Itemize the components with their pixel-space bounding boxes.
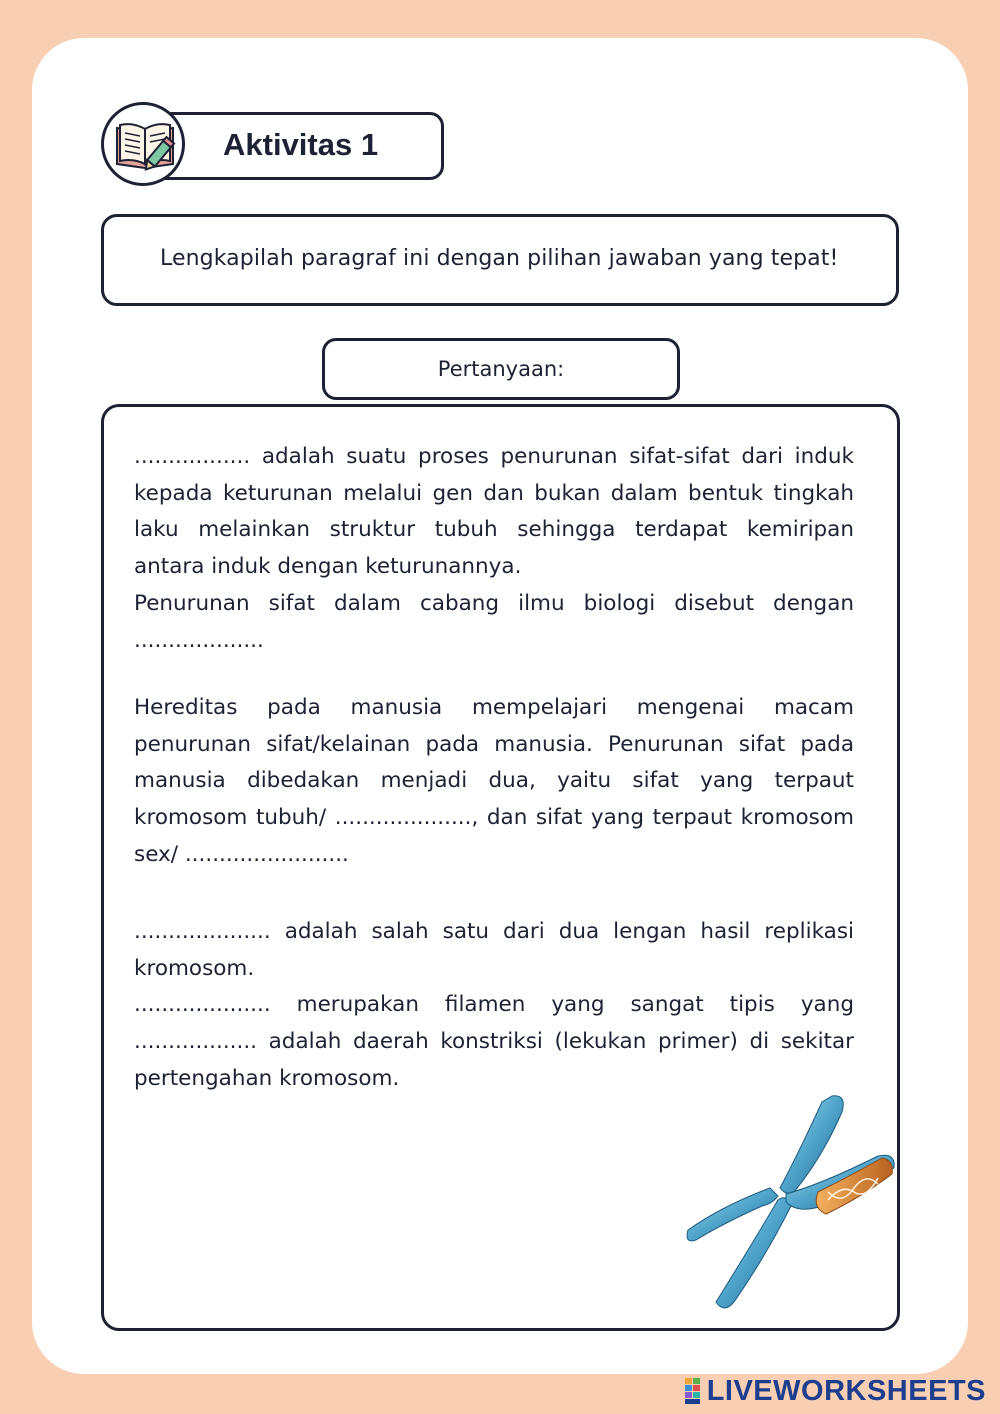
activity-title-box [150,112,444,180]
page-title: Aktivitas 1 [223,127,379,162]
instruction-box [101,214,899,306]
liveworksheets-logo-icon [685,1378,701,1404]
brand-name: LIVEWORKSHEETS [706,1374,986,1407]
paragraph-human-heredity: Hereditas pada manusia mempelajari mengenai macam penurunan sifat/kelainan pada manusia. Penurunan sifat pada manusia dibedakan menjadi dua, yaitu sifat yang terpaut kromosom tubuh/ ...................., dan sifat yang terpaut kromosom sex/ ........................ [134,695,854,867]
chromosome-illustration [682,1088,902,1316]
liveworksheets-brand [685,1374,986,1408]
activity-icon-badge [101,102,185,186]
instruction-text: Lengkapilah paragraf ini dengan pilihan jawaban yang tepat! [160,246,839,271]
paragraph-heredity-definition: ................. adalah suatu proses penurunan sifat-sifat dari induk kepada keturunan melalui gen dan bukan dalam bentuk tingkah laku melainkan struktur tubuh sehingga terdapat kemiripan antara induk dengan keturunannya. Penurunan sifat dalam cabang ilmu biologi disebut dengan ................... [134,444,854,653]
question-label: Pertanyaan: [322,338,680,400]
book-pencil-icon [111,114,183,178]
paragraph-chromosome-parts: .................... adalah salah satu dari dua lengan hasil replikasi kromosom. .................... merupakan filamen yang sangat tipis yang .................. adalah daerah konstriksi (lekukan primer) di sekitar pertengahan kromosom. [134,919,854,1091]
